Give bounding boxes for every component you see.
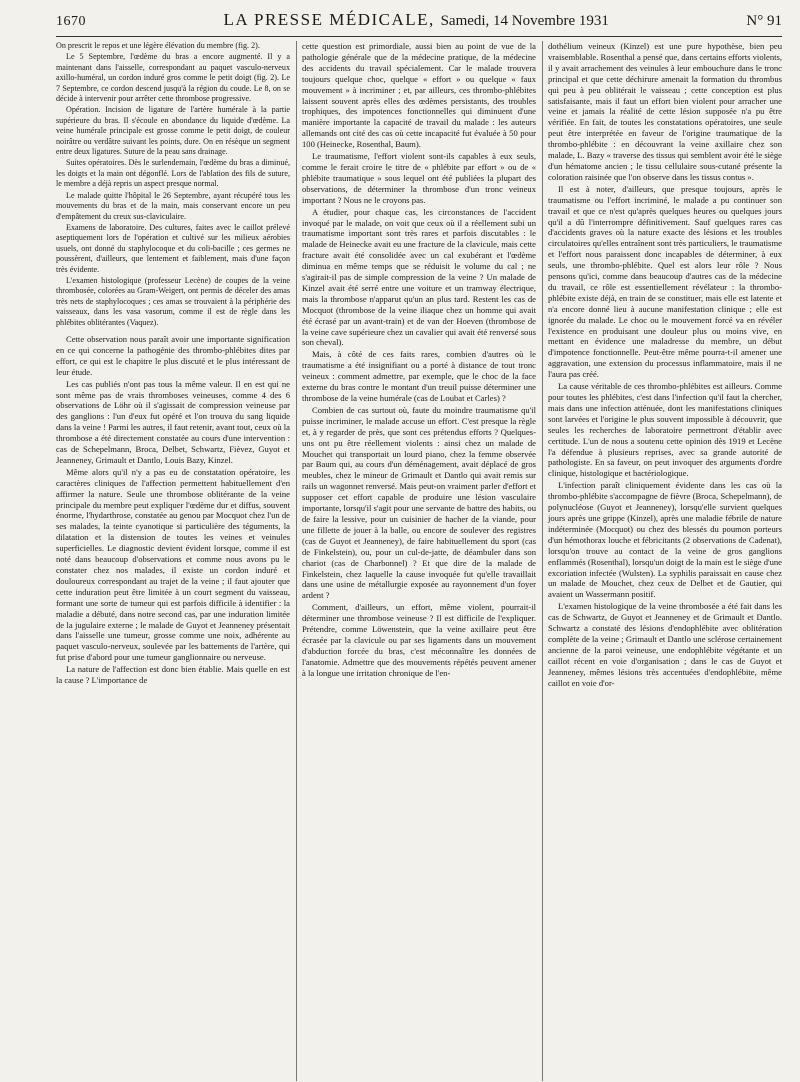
paragraph: Examens de laboratoire. Des cultures, faites avec le caillot prélevé aseptiquement lors de l'opération et cultivé sur les milieux aérobies usuels, ont donné du staphylocoque et du coli-bacille ; ces germes ne poussèrent, d'ailleurs, que lentement et faiblement, mais d'une façon très évidente.: [56, 222, 290, 274]
paragraph: Il est à noter, d'ailleurs, que presque toujours, après le traumatisme ou l'effort incriminé, le malade a pu continuer son travail et que ce n'est qu'après quelques heures ou quelques jours qu'il a dû l'interrompre définitivement. Sauf quelques rares cas d'accidents graves où la nature exacte des lésions et les troubles circulatoires qu'elles entraînent sont très particuliers, le traumatisme et l'effort nous paraissent donc incapables de déterminer, à eux seuls, une thrombo-phlébite. Quel est alors leur rôle ? Nous pensons qu'ici, comme dans beaucoup d'autres cas de la médecine du travail, ce rôle est essentiellement révélateur : la thrombo-phlébite existe déjà, en train de se constituer, mais elle est latente et n'a encore donné lieu à aucune manifestation clinique ; elle est ignorée du malade. Le choc ou le mouvement forcé va en révéler l'existence en produisant une douleur plus ou moins vive, en mettant en évidence une maladresse du membre, un début d'impotence fonctionnelle. Peut-être même pourra-t-il amener une aggravation, une extension du processus inflammatoire, mais il ne l'aura pas créé.: [548, 183, 782, 380]
paragraph: La nature de l'affection est donc bien établie. Mais quelle en est la cause ? L'importance de: [56, 664, 290, 686]
issue-date: Samedi, 14 Novembre 1931: [440, 13, 609, 29]
paragraph: Le 5 Septembre, l'œdème du bras a encore augmenté. Il y a maintenant dans l'aisselle, correspondant au paquet vasculo-nerveux axillo-huméral, un cordon induré gros comme le petit doigt (fig. 2). Le 7 Septembre, ce cordon descend jusqu'à la région du coude. Le 8, on se décide à intervenir pour arrêter cette thrombose progressive.: [56, 52, 290, 104]
journal-name: LA PRESSE MÉDICALE,: [223, 10, 435, 29]
paragraph: Opération. Incision de ligature de l'artère humérale à la partie supérieure du bras. Il s'écoule en abondance du liquide d'œdème. La veine humérale principale est grosse comme le petit doigt, de couleur noirâtre ou verdâtre suivant les points, dure. On en résèque un segment entre deux ligatures. Suture de la peau sans drainage.: [56, 105, 290, 157]
running-header: [56, 10, 782, 37]
paragraph: cette question est primordiale, aussi bien au point de vue de la pathologie générale que de la médecine pratique, de la médecine des accidents du travail spécialement. Car le malade trouvera toujours quelque choc, quelque « effort » ou quelque « faux mouvement » à incriminer ; et, par ailleurs, ces thrombo-phlébites laissent souvent après elles des œdèmes persistants, des troubles trophiques, des impotences fonctionnelles qui diminuent d'une manière importante la capacité de travail du malade : les auteurs allemands ont cité des cas où cette incapacité fut évaluée à 50 pour 100 (Heinecke, Rosenthal, Baum).: [302, 41, 536, 150]
journal-title: [224, 10, 609, 30]
paragraph: On prescrit le repos et une légère élévation du membre (fig. 2).: [56, 41, 260, 50]
issue-number: N° 91: [746, 13, 782, 29]
paragraph: Suites opératoires. Dès le surlendemain, l'œdème du bras a diminué, les doigts et la main ont dégonflé. Lors de l'ablation des fils de suture, le membre a déjà repris un aspect presque normal.: [56, 158, 290, 189]
paragraph: Combien de cas surtout où, faute du moindre traumatisme qu'il puisse incriminer, le malade accuse un effort. C'est presque la règle et, à y regarder de près, que sont ces prétendus efforts ? Quelques-uns ont pu être réellement violents : ainsi chez un malade de Mouchet qui transportait un lourd piano, chez la femme observée par Baum qui, au cours d'un déménagement, avait déplacé de gros meubles, chez le mineur de Grimault et Dantlo qui avait remis sur rails un wagonnet renversé. Mais peut-on vraiment parler d'effort et supposer cet effort capable de produire une lésion vasculaire importante, lorsqu'il s'agit pour une servante de battre des habits, ou de faire la lessive, pour un cuisinier de hacher de la viande, pour une fillette de jouer à la balle, ou encore de soulever des registres (cas de Guyot et Jeanneney), de faire habituellement du sport (cas de Finkelstein), ou, pour un cul-de-jatte, de déambuler dans son chariot (cas de Charbonnel) ? Et que dire de la malade de Finkelstein, chez laquelle la cause invoquée fut qu'elle travaillait dans une usine de métallurgie exposée au rayonnement d'un foyer ardent ?: [302, 404, 536, 601]
column-right: [548, 41, 782, 688]
paragraph: Cette observation nous paraît avoir une importante signification en ce qui concerne la pathogénie des thrombo-phlébites dites par effort, ce qui est le chapitre le plus discuté et le plus intéressant de leur étude.: [56, 333, 290, 377]
paragraph: dothélium veineux (Kinzel) est une pure hypothèse, bien peu vraisemblable. Rosenthal a pensé que, dans certains efforts violents, il y avait arrachement des veinules à leur embouchure dans le tronc principal et que cette déchirure amenait la formation du thrombus qui peu à peu oblitérait le vaisseau ; cette conception est plus satisfaisante, mais il faut un effort bien violent pour arracher une veine et jamais la réalité de cette lésion supposée n'a pu être vérifiée. En fait, de toutes les constatations opératoires, une seule peut être interprétée en faveur de l'origine traumatique de la thrombo-phlébite : en découvrant la veine axillaire chez son malade, L. Bazy « traverse des tissus qui semblent avoir été le siège d'un hématome ancien ; le tissu cellulaire sous-cutané présente la coloration raisinée que l'on observe dans les tissus contus ».: [548, 41, 782, 182]
paragraph: L'infection paraît cliniquement évidente dans les cas où la thrombo-phlébite s'accompagne de fièvre (Broca, Schepelmann), de polynucléose (Guyot et Jeanneney), lorsqu'elle survient quelques jours après une grippe (Kinzel), après une maladie fébrile de nature indéterminée (Mocquot) ou chez des blessés du poumon porteurs d'un hémothorax louche et fébricitants (2 observations de Cadenat), lorsqu'on trouve au contact de la veine de gros ganglions enflammés (Rosenthal), lorsqu'un doigt de la main est le siège d'une excoriation infectée (Wulsten). La syphilis paraissait en cause chez un malade de Mouchet, chez ceux de Delbet et de Gautier, qui avaient un Wassermann positif.: [548, 480, 782, 600]
page-number: 1670: [56, 14, 86, 29]
column-middle: [302, 41, 536, 688]
paragraph: L'examen histologique (professeur Lecène) de coupes de la veine thrombosée, colorées au Gram-Weigert, ont permis de déceler des amas très nets de staphylocoques ; ces amas se trouvaient à la périphérie des vaisseaux, dans les vasa vasorum, comme il est de règle dans les phlébites oblitérantes (Vaquez).: [56, 275, 290, 327]
paragraph: A étudier, pour chaque cas, les circonstances de l'accident invoqué par le malade, on voit que ceux où il a réellement subi un traumatisme important sont très rares et parfois discutables : le malade de Heinecke avait eu une fracture de la clavicule, mais cette fracture avait été consolidée avec un cal exubérant et l'œdème diminua en même temps que se réduisit le volume du cal ; ne s'agirait-il pas de simple compression de la veine ? Un malade de Kinzel avait été serré entre une voiture et un tramway électrique, mais la thrombose n'apparut qu'un an plus tard. Restent les cas de Mocquot (thrombose de la veine iliaque chez un homme qui avait été écrasé par un avant-train) et de van der Hoeven (thrombose de la veine cave supérieure chez un cavalier qui avait été renversé sous son cheval).: [302, 206, 536, 348]
paragraph: Le malade quitte l'hôpital le 26 Septembre, ayant récupéré tous les mouvements du bras et de la main, mais conservant encore un peu d'empâtement du creux sus-claviculaire.: [56, 190, 290, 221]
article-columns: [56, 41, 782, 688]
paragraph: Les cas publiés n'ont pas tous la même valeur. Il en est qui ne sont même pas de vrais thromboses veineuses, comme 4 des 6 observations de Löhr où il s'agissait de compression veineuse par des ganglions : l'un d'eux fut opéré et l'on trouva du sang liquide dans la veine ! Parmi les autres, il faut retenir, avant tout, ceux où la thrombose a été directement constatée au cours d'une intervention : cas de Schepelmann, Broca, Delbet, Schwartz, Fièvez, Guyot et Jeanneney, Grimault et Dantlo, Louis Bazy, Kinzel.: [56, 378, 290, 465]
column-left: [56, 41, 290, 688]
paragraph: La cause véritable de ces thrombo-phlébites est ailleurs. Comme pour toutes les phlébites, c'est dans l'infection qu'il faut la chercher, mais dans une infection atténuée, dont les manifestations cliniques sont larvées et l'origine le plus souvent impossible à découvrir, que seules les recherches de laboratoire permettront d'établir avec certitude. L'un de nous a soutenu cette opinion dès 1919 et Lecène l'a défendue à plusieurs reprises, avec sa grande autorité de pathologiste. En sa faveur, on peut invoquer des arguments d'ordre clinique, histologique et bactériologique.: [548, 381, 782, 479]
paragraph: Comment, d'ailleurs, un effort, même violent, pourrait-il déterminer une thrombose veineuse ? Il est difficile de l'expliquer. Prétendre, comme Löwenstein, que la veine axillaire peut être écrasée par la clavicule ou par ses ligaments dans un mouvement d'abduction forcée du bras, c'est méconnaître les données de l'anatomie. Admettre que des mouvements répétés peuvent amener à la longue une irritation chronique de l'en-: [302, 602, 536, 678]
paragraph: Le traumatisme, l'effort violent sont-ils capables à eux seuls, comme le ferait croire le titre de « phlébite par effort » ou de « phlébite traumatique » sous lequel ont été publiées la plupart des observations, de déterminer la thrombose d'un tronc veineux important ? Nous ne le croyons pas.: [302, 151, 536, 205]
paragraph: Mais, à côté de ces faits rares, combien d'autres où le traumatisme a été insignifiant ou a porté à distance de tout tronc veineux : comment admettre, par exemple, que le choc de la face externe du bras contre le montant d'un treuil puisse déterminer une thrombose de la veine humérale (cas de Loubat et Carles) ?: [302, 349, 536, 403]
paragraph: Même alors qu'il n'y a pas eu de constatation opératoire, les caractères cliniques de l'affection permettent habituellement d'en affirmer la nature. Seule une thrombose oblitérante de la veine principale du membre peut expliquer l'œdème dur et diffus, souvent énorme, l'hydarthrose, constatée au genou par Mocquot chez l'un de ses malades, la teinte cyanotique si particulière des téguments, la dilatation et la distension de toutes les veines et veinules superficielles. Le diagnostic devient évident lorsque, comme il est noté dans beaucoup d'observations et comme nous avons pu le constater chez nos malades, il existe un cordon induré et douloureux correspondant au trajet de la veine ; il faut ajouter que cette induration peut être limitée à un court segment du vaisseau, formant une sorte de tumeur qui est parfois difficile à identifier : la maladie a débuté, dans notre second cas, par une induration limitée de la jugulaire externe ; le malade de Guyot et Jeanneney présentait dans l'aisselle une tumeur, grosse comme une noix, adhérente au paquet vasculo-nerveux, soulevée par les battements de l'artère, qui fut prise d'abord pour une tumeur ganglionnaire ou nerveuse.: [56, 466, 290, 663]
paragraph: L'examen histologique de la veine thrombosée a été fait dans les cas de Schwartz, de Guyot et Jeanneney et de Grimault et Dantlo. Schwartz a constaté des lésions d'endophlébite avec oblitération complète de la veine ; Grimault et Dantlo une sclérose certainement ancienne de la paroi veineuse, une endophlébite végétante et un caillot récent en voie d'organisation ; dans le cas de Guyot et Jeanneney, mêmes lésions très accentuées d'endophlébite, même caillot en voie d'or-: [548, 601, 782, 688]
